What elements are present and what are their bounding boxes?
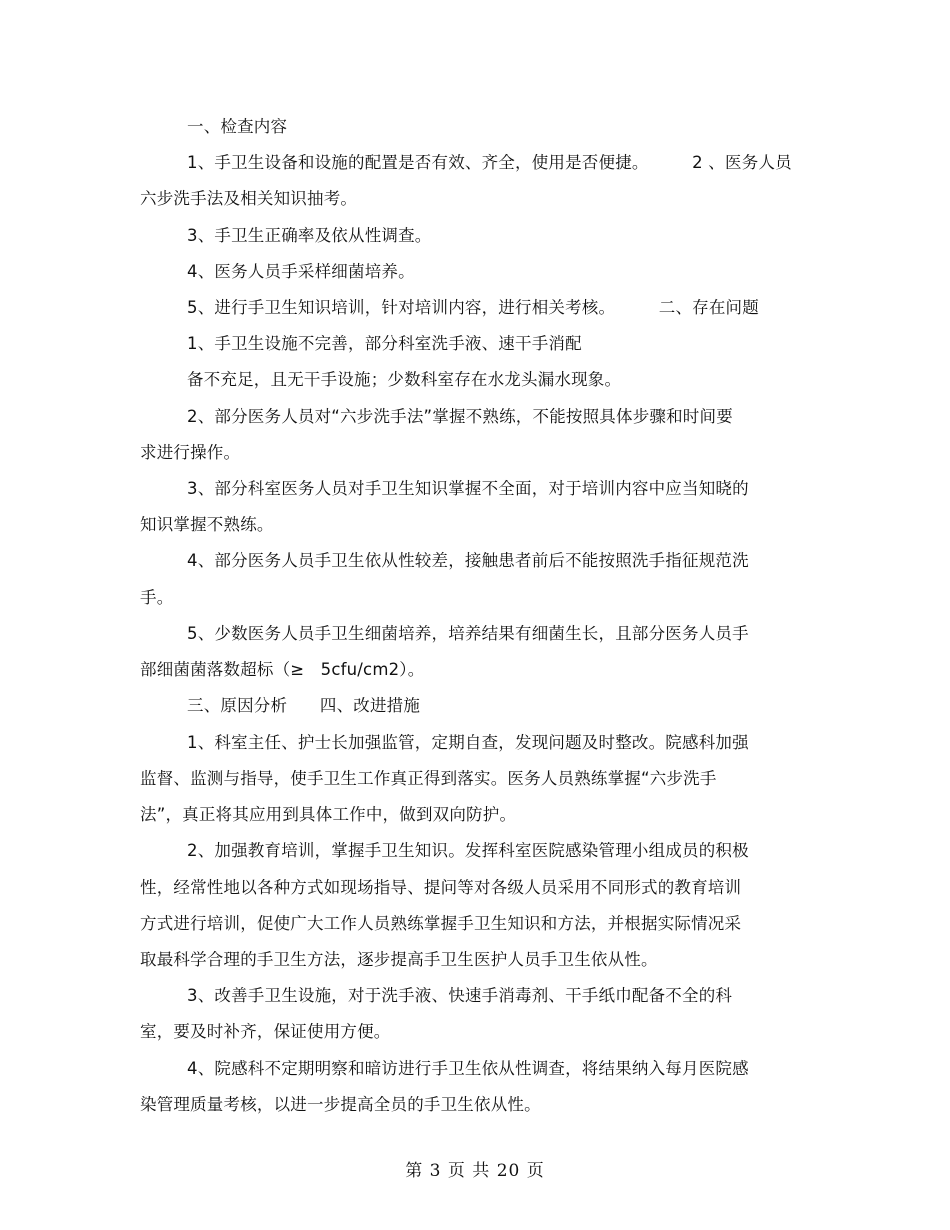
text-line: 监督、监测与指导，使手卫生工作真正得到落实。医务人员熟练掌握“六步洗手 <box>140 769 717 788</box>
text-line: 备不充足，且无干手设施；少数科室存在水龙头漏水现象。 <box>187 370 622 389</box>
text-line: 5、少数医务人员手卫生细菌培养，培养结果有细菌生长，且部分医务人员手 <box>187 624 749 643</box>
text-line: 2、部分医务人员对“六步洗手法”掌握不熟练，不能按照具体步骤和时间要 <box>187 407 733 426</box>
text-line: 1、科室主任、护士长加强监管，定期自查，发现问题及时整改。院感科加强 <box>187 733 749 752</box>
text-line: 1、手卫生设施不完善，部分科室洗手液、速干手消配 <box>187 334 582 353</box>
text-line: 2、加强教育培训，掌握手卫生知识。发挥科室医院感染管理小组成员的积极 <box>187 841 749 860</box>
text-line: 手。 <box>140 588 174 607</box>
text-line: 性，经常性地以各种方式如现场指导、提问等对各级人员采用不同形式的教育培训 <box>140 878 742 897</box>
text-line: 室，要及时补齐，保证使用方便。 <box>140 1022 391 1041</box>
text-line: 一、检查内容 <box>187 117 288 136</box>
text-line: 5、进行手卫生知识培训，针对培训内容，进行相关考核。 二、存在问题 <box>187 298 759 317</box>
text-line: 方式进行培训，促使广大工作人员熟练掌握手卫生知识和方法，并根据实际情况采 <box>140 914 742 933</box>
text-line: 取最科学合理的手卫生方法，逐步提高手卫生医护人员手卫生依从性。 <box>140 950 658 969</box>
text-line: 知识掌握不熟练。 <box>140 515 274 534</box>
text-line: 4、部分医务人员手卫生依从性较差，接触患者前后不能按照洗手指征规范洗 <box>187 551 749 570</box>
page-footer: 第 3 页 共 20 页 <box>405 1161 545 1181</box>
text-line: 4、院感科不定期明察和暗访进行手卫生依从性调查，将结果纳入每月医院感 <box>187 1059 749 1078</box>
text-line: 3、部分科室医务人员对手卫生知识掌握不全面，对于培训内容中应当知晓的 <box>187 479 749 498</box>
text-line: 1、手卫生设备和设施的配置是否有效、齐全，使用是否便捷。 2 、医务人员 <box>187 153 792 172</box>
text-line: 法”，真正将其应用到具体工作中，做到双向防护。 <box>140 805 517 824</box>
text-line: 染管理质量考核，以进一步提高全员的手卫生依从性。 <box>140 1095 541 1114</box>
text-line: 求进行操作。 <box>140 443 241 462</box>
text-line: 3、手卫生正确率及依从性调查。 <box>187 226 432 245</box>
text-line: 部细菌菌落数超标（≥ 5cfu/cm2）。 <box>140 660 425 679</box>
text-line: 4、医务人员手采样细菌培养。 <box>187 262 415 281</box>
text-line: 六步洗手法及相关知识抽考。 <box>140 189 358 208</box>
text-line: 3、改善手卫生设施，对于洗手液、快速手消毒剂、干手纸巾配备不全的科 <box>187 986 733 1005</box>
text-line: 三、原因分析 四、改进措施 <box>187 696 421 715</box>
